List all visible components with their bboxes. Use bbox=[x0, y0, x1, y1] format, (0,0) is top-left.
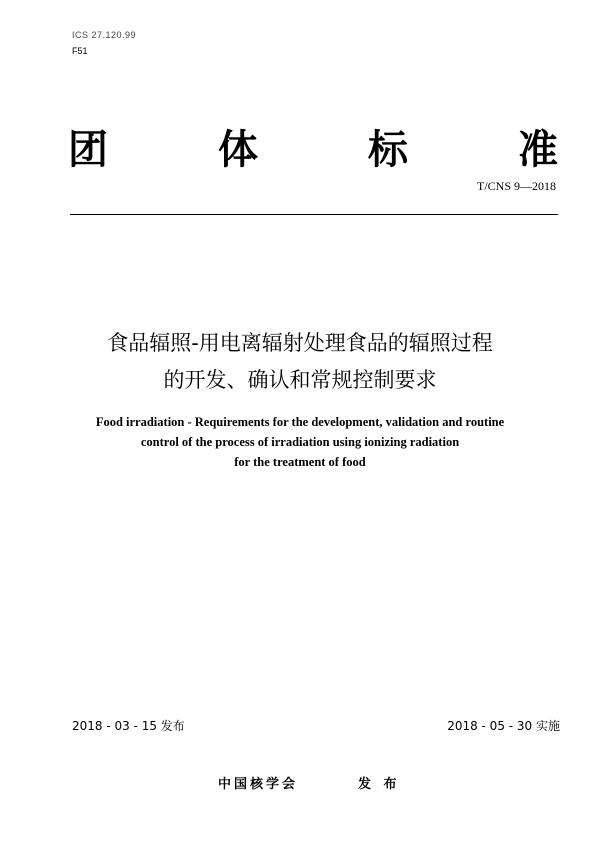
title-char: 团 bbox=[68, 127, 108, 173]
title-char: 标 bbox=[368, 127, 408, 173]
issue-label: 发 布 bbox=[358, 777, 401, 792]
implement-date: 2018 - 05 - 30 实施 bbox=[447, 719, 560, 733]
chinese-title-line-2: 的开发、确认和常规控制要求 bbox=[163, 368, 437, 392]
english-title-line-1: Food irradiation - Requirements for the development, validation and routine bbox=[95, 415, 505, 429]
title-char: 准 bbox=[518, 127, 558, 173]
issuing-organization: 中国核学会 bbox=[218, 777, 299, 792]
title-char: 体 bbox=[218, 127, 258, 173]
ics-code: ICS 27.120.99 bbox=[72, 30, 137, 40]
standard-type-title bbox=[68, 128, 558, 172]
english-title-line-3: for the treatment of food bbox=[234, 455, 366, 469]
divider bbox=[70, 214, 558, 215]
classification-code: F51 bbox=[72, 46, 88, 56]
chinese-title-line-1: 食品辐照-用电离辐射处理食品的辐照过程 bbox=[107, 331, 493, 355]
publish-date: 2018 - 03 - 15 发布 bbox=[72, 719, 185, 733]
english-title-line-2: control of the process of irradiation using ionizing radiation bbox=[140, 435, 460, 449]
document-number: T/CNS 9—2018 bbox=[476, 179, 556, 193]
